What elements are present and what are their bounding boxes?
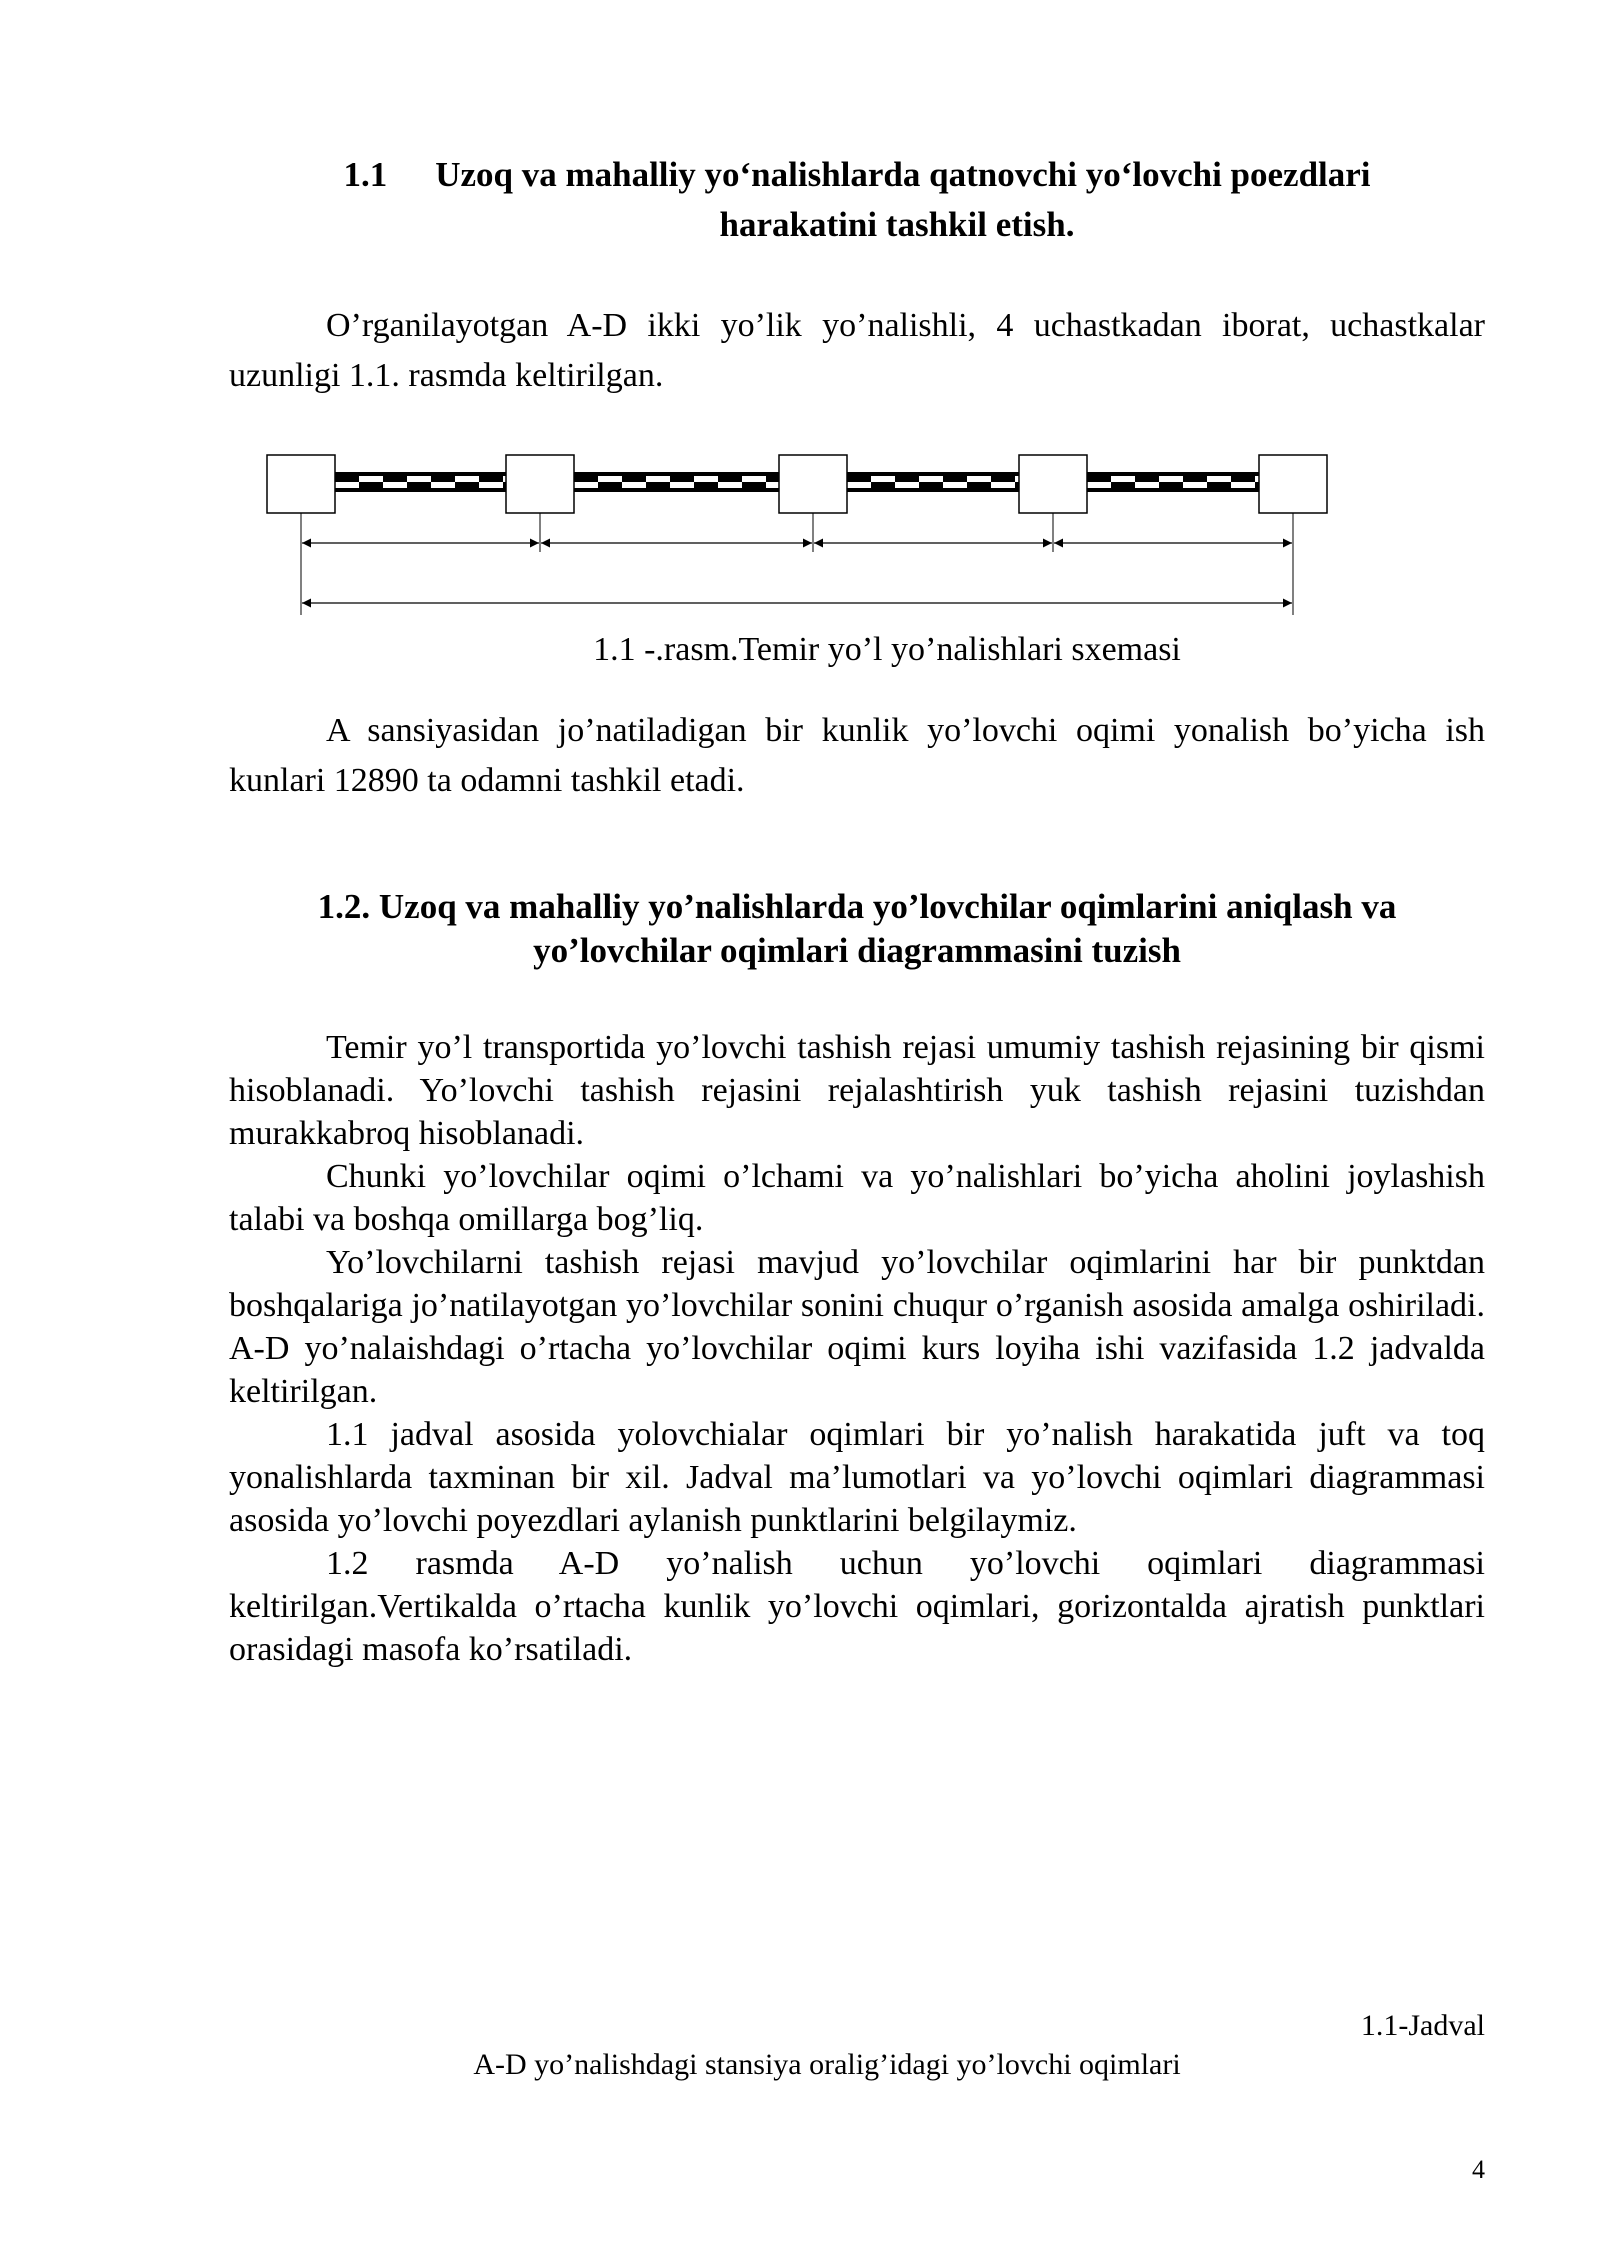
body-paragraph: Chunki yo’lovchilar oqimi o’lchami va yo’nalishlari bo’yicha aholini joylashish talabi va boshqa omillarga bog’liq. [229, 1158, 1485, 1238]
station-box [1259, 455, 1327, 513]
railway-scheme-svg [229, 440, 1485, 630]
heading-number: 1.1 [343, 155, 388, 194]
section-heading-1-1 [229, 150, 1485, 250]
intro-paragraph: O’rganilayotgan A-D ikki yo’lik yo’nalishli, 4 uchastkadan iborat, uchastkalar uzunligi 1.1. rasmda keltirilgan. [229, 307, 1485, 394]
body-paragraph: Yo’lovchilarni tashish rejasi mavjud yo’lovchilar oqimlarini har bir punktdan boshqalariga jo’natilayotgan yo’lovchilar sonini chuqur o’rganish asosida amalga oshiriladi. A-D yo’nalaishdagi o’rtacha yo’lovchilar oqimi kurs loyiha ishi vazifasida 1.2 jadvalda keltirilgan. [229, 1244, 1485, 1410]
track-sleeper [847, 474, 871, 482]
track-sleeper [455, 482, 479, 490]
track-sleeper [622, 474, 646, 482]
body-paragraph: Temir yo’l transportida yo’lovchi tashish rejasi umumiy tashish rejasining bir qismi hisoblanadi. Yo’lovchi tashish rejasini rejalashtirish yuk tashish rejasini tuzishdan murakkabroq hisoblanadi. [229, 1029, 1485, 1152]
track-sleeper [895, 474, 919, 482]
track-sleeper [766, 474, 779, 482]
track-sleeper [1207, 482, 1231, 490]
table-title: A-D yo’nalishdagi stansiya oralig’idagi yo’lovchi oqimlari [473, 2048, 1181, 2081]
track-sleeper [407, 482, 431, 490]
heading-2-line-1: 1.2. Uzoq va mahalliy yo’nalishlarda yo’lovchilar oqimlarini aniqlash va [317, 887, 1397, 926]
track-sleeper [967, 482, 991, 490]
section-heading-1-2 [229, 885, 1485, 973]
station-box [779, 455, 847, 513]
track-sleeper [383, 474, 407, 482]
track-sleeper [646, 482, 670, 490]
track-sleeper [431, 474, 455, 482]
body-text [229, 1026, 1485, 1671]
page-number: 4 [1472, 2155, 1485, 2184]
track-sleeper [694, 482, 718, 490]
station-box [1019, 455, 1087, 513]
heading-2-line-2: yo’lovchilar oqimlari diagrammasini tuzish [533, 931, 1181, 970]
track-sleeper [1183, 474, 1207, 482]
body-paragraph: 1.2 rasmda A-D yo’nalish uchun yo’lovchi oqimlari diagrammasi keltirilgan.Vertikalda o’rtacha kunlik yo’lovchi oqimlari, gorizontalda ajratish punktlari orasidagi masofa ko’rsatiladi. [229, 1545, 1485, 1668]
track-sleeper [1111, 482, 1135, 490]
track-sleeper [742, 482, 766, 490]
track-sleeper [991, 474, 1015, 482]
railway-scheme-figure [229, 440, 1485, 630]
track-sleeper [871, 482, 895, 490]
track-sleeper [574, 474, 598, 482]
body-paragraph: 1.1 jadval asosida yolovchialar oqimlari bir yo’nalish harakatida juft va toq yonalishlarda taxminan bir xil. Jadval ma’lumotlari va yo’lovchi oqimlari diagrammasi asosida yo’lovchi poyezdlari aylanish punktlarini belgilaymiz. [229, 1416, 1485, 1539]
station-box [506, 455, 574, 513]
track-sleeper [943, 474, 967, 482]
heading-line-1: Uzoq va mahalliy yo‘nalishlarda qatnovchi yo‘lovchi poezdlari [435, 155, 1371, 194]
table-label: 1.1-Jadval [1360, 2009, 1485, 2042]
station-box [267, 455, 335, 513]
figure-caption: 1.1 -.rasm.Temir yo’l yo’nalishlari sxemasi [593, 631, 1181, 668]
track-sleeper [359, 482, 383, 490]
track-sleeper [1087, 474, 1111, 482]
track-sleeper [1231, 474, 1255, 482]
track-sleeper [598, 482, 622, 490]
track-sleeper [919, 482, 943, 490]
passenger-flow-paragraph: A sansiyasidan jo’natiladigan bir kunlik yo’lovchi oqimi yonalish bo’yicha ish kunlari 12890 ta odamni tashkil etadi. [229, 712, 1485, 799]
heading-line-2: harakatini tashkil etish. [719, 205, 1075, 244]
track-sleeper [718, 474, 742, 482]
track-sleeper [670, 474, 694, 482]
track-sleeper [1159, 482, 1183, 490]
track-sleeper [479, 474, 503, 482]
track-sleeper [335, 474, 359, 482]
track-sleeper [1135, 474, 1159, 482]
